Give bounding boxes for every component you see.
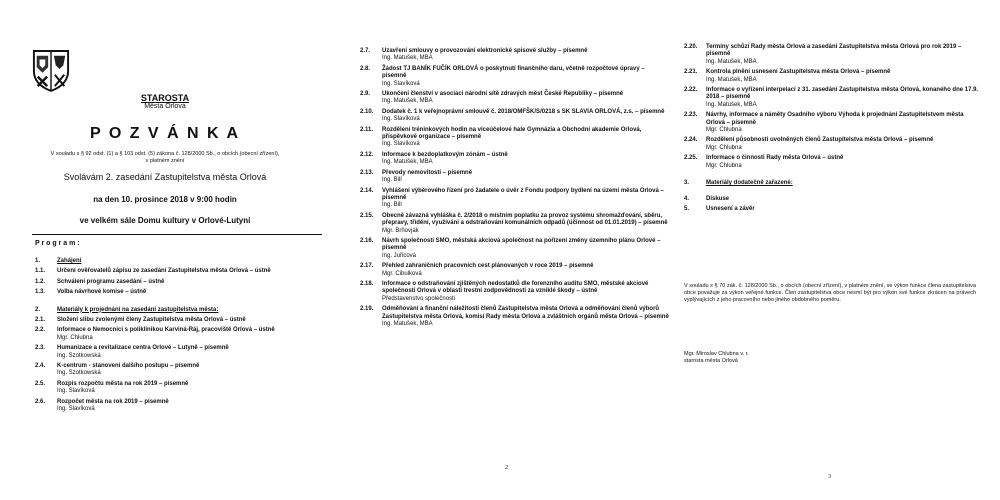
agenda-item-presenter: Představenstvo společnosti xyxy=(382,295,456,302)
agenda-item-title: Humanizace a revitalizace centra Orlové – Lutyně – písemně xyxy=(57,345,229,352)
agenda-item-title: Uzavření smlouvy o provozování elektronické spisové služby – písemně xyxy=(382,48,588,54)
agenda-item xyxy=(360,306,670,328)
agenda-item-number: 2.9. xyxy=(360,91,371,98)
agenda-item xyxy=(35,345,325,360)
agenda-item-number: 2.23. xyxy=(684,112,698,119)
agenda-item-presenter: Ing. Matušek, MBA xyxy=(706,58,757,65)
agenda-item xyxy=(684,137,984,152)
agenda-item-title: Informace o Nemocnici s poliklinikou Karviná-Ráj, pracoviště Orlová – ústně xyxy=(57,327,275,334)
invitation-heading: P O Z V Á N K A xyxy=(89,125,240,142)
agenda-item xyxy=(35,258,325,265)
signature-role: starosta města Orlová xyxy=(684,358,738,364)
agenda-item-title: Volba návrhové komise – ústně xyxy=(57,289,147,296)
agenda-item xyxy=(360,263,670,278)
agenda-item-title: Materiály k projednání na zasedání zastupitelstva města: xyxy=(57,306,219,313)
agenda-item-number: 2.4. xyxy=(35,363,46,370)
agenda-item-number: 2.16. xyxy=(360,237,374,244)
agenda-item-presenter: Ing. Matušek, MBA xyxy=(382,321,433,327)
agenda-item-number: 2.18. xyxy=(360,280,374,287)
agenda-item-presenter: Ing. Szotkowská xyxy=(57,370,101,377)
agenda-item xyxy=(35,399,325,414)
agenda-item-title: Usnesení a závěr xyxy=(706,205,755,212)
agenda-item-number: 2.11. xyxy=(360,126,374,133)
convene-text: Svolávám 2. zasedání Zastupitelstva města Orlová xyxy=(63,172,267,182)
agenda-item-title: Návrhy, informace a náměty Osadního výboru Výhoda k projednání Zastupitelstvem města Orlová – písemně xyxy=(706,112,964,126)
agenda-item-number: 1.1. xyxy=(35,268,46,275)
agenda-item-number: 2.21. xyxy=(684,69,698,76)
agenda-item-number: 2. xyxy=(35,306,41,313)
agenda-item xyxy=(35,363,325,378)
agenda-item-title: Vyhlášení výběrového řízení pro žadatele o úvěr z Fondu podpory bydlení na území města Orlová – písemně xyxy=(382,187,664,201)
agenda-item-presenter: Mgr. Chlubna xyxy=(706,144,742,151)
agenda-item xyxy=(360,48,670,63)
agenda-item-title: Složení slibu zvolenými členy Zastupitelstva města Orlová – ústně xyxy=(57,317,246,324)
agenda-item-number: 2.8. xyxy=(360,65,371,72)
agenda-item-title: Rozpočet města na rok 2019 – písemně xyxy=(57,398,169,405)
agenda-item-number: 2.25. xyxy=(684,155,698,162)
agenda-item-number: 1. xyxy=(35,258,41,264)
agenda-item-title: Obecně závazná vyhláška č. 2/2018 o místním poplatku za provoz systému shromažďování, sběru, přepravy, třídění, využívání a odstraňování komunálních odpadů (účinnost od 01.01.2019) – písemně xyxy=(382,212,668,227)
agenda-item xyxy=(35,289,325,296)
agenda-item xyxy=(35,327,325,342)
agenda-item xyxy=(684,87,984,109)
office-subtitle: Města Orlová xyxy=(144,103,186,110)
agenda-item-title: K-centrum - stanovení dalšího postupu – písemně xyxy=(57,363,200,370)
agenda-item-presenter: Ing. Szotkowská xyxy=(57,352,101,359)
page-3 xyxy=(678,0,1000,500)
agenda-list-page-3 xyxy=(684,44,984,213)
agenda-item-presenter: Ing. Slavíková xyxy=(382,141,420,148)
agenda-item-title: Přehled zahraničních pracovních cest plánovaných v roce 2019 – písemně xyxy=(382,263,594,270)
agenda-item xyxy=(360,127,670,149)
agenda-item-title: Kontrola plnění usnesení Zastupitelstva města Orlová – písemně xyxy=(706,69,891,76)
agenda-item-presenter: Mgr. Brňovják xyxy=(382,227,419,234)
agenda-item-presenter: Ing. Matušek, MBA xyxy=(382,55,433,62)
agenda-item-title: Rozpis rozpočtu města na rok 2019 – písemně xyxy=(57,380,189,387)
agenda-item-presenter: Mgr. Chlubna xyxy=(57,334,93,341)
agenda-item-number: 2.5. xyxy=(35,380,46,387)
agenda-item-number: 4. xyxy=(684,195,690,202)
agenda-item-number: 2.7. xyxy=(360,48,371,54)
city-crest-logo xyxy=(32,48,70,92)
page-number: 2 xyxy=(505,465,508,471)
agenda-item-number: 2.24. xyxy=(684,137,698,144)
legal-basis: V souladu s § 92 odst. (1) a § 103 odst. (5) zákona č. 128/2000 Sb., o obcích (obecní zřízení), xyxy=(50,151,280,157)
agenda-item-presenter: Ing. Slavíková xyxy=(57,388,95,395)
agenda-item xyxy=(35,307,325,314)
agenda-item xyxy=(360,109,670,124)
page-2 xyxy=(345,0,675,500)
agenda-item-presenter: Ing. Slavíková xyxy=(382,116,420,123)
agenda-item-number: 1.3. xyxy=(35,289,46,296)
agenda-item-presenter: Ing. Matušek, MBA xyxy=(706,76,757,83)
agenda-list-page-2 xyxy=(360,48,670,328)
agenda-item-presenter: Ing. Matušek, MBA xyxy=(382,159,433,166)
agenda-item xyxy=(35,268,325,275)
agenda-item-presenter: Ing. Bill xyxy=(382,177,402,184)
agenda-item-title: Návrh společnosti SMO, městská akciová společnost na pořízení změny územního plánu Orlové – písemně xyxy=(382,237,661,252)
program-label: P r o g r a m : xyxy=(35,240,80,247)
agenda-item-presenter: Mgr. Cibulková xyxy=(382,270,422,277)
agenda-item-presenter: Mgr. Chlubna xyxy=(706,162,742,169)
agenda-item-presenter: Ing. Matušek, MBA xyxy=(706,101,757,108)
agenda-item-title: Materiály dodatečně zařazené: xyxy=(706,180,793,187)
agenda-item-number: 2.15. xyxy=(360,212,374,219)
agenda-item-number: 5. xyxy=(684,205,690,212)
agenda-item-title: Odměňování a finanční náležitosti členů Zastupitelstva města Orlová a odměňování členů výborů Zastupitelstva města Orlová, komisí Rady města Orlová a zvláštních orgánů města Orlová – písemně xyxy=(382,306,669,320)
agenda-item-presenter: Ing. Bill xyxy=(382,202,402,209)
agenda-item-title: Rozdělení tréninkových hodin na víceúčelové hale Gymnázia a Obchodní akademie Orlová, příspěvkové organizace – písemně xyxy=(382,126,642,141)
agenda-item-number: 2.3. xyxy=(35,345,46,352)
agenda-item-title: Informace o odstraňování zjištěných nedostatků dle forenzního auditu SMO, městské akciové společnosti Orlová v oblasti trestní zodpovědnosti za vzniklé škody – ústně xyxy=(382,280,649,295)
agenda-item-title: Žádost TJ BANÍK FUČÍK ORLOVÁ o poskytnutí finančního daru, včetně rozpočtové úpravy – písemně xyxy=(382,65,645,80)
agenda-item xyxy=(35,279,325,286)
agenda-item-title: Převody nemovitostí – písemně xyxy=(382,169,473,176)
agenda-item-presenter: Ing. Slavíková xyxy=(382,80,420,87)
agenda-item-presenter: Mgr. Chlubna xyxy=(706,127,742,134)
agenda-item-number: 2.20. xyxy=(684,44,698,50)
agenda-item xyxy=(360,188,670,210)
agenda-item xyxy=(360,213,670,235)
agenda-item-presenter: Ing. Matušek, MBA xyxy=(382,98,433,105)
agenda-item xyxy=(684,180,984,187)
agenda-item xyxy=(360,152,670,167)
agenda-item xyxy=(360,66,670,88)
agenda-item-title: Termíny schůzí Rady města Orlová a zasedání Zastupitelstva města Orlová pro rok 2019 – písemně xyxy=(706,44,962,58)
agenda-item xyxy=(360,238,670,260)
agenda-item-number: 2.19. xyxy=(360,306,374,313)
footnote: V souladu s § 70 zák. č. 128/2000 Sb., o obcích (obecní zřízení), v platném znění, se výkon funkce člena zastupitelstva obce považuje za výkon veřejné funkce. Člen zastupitelstva obce nesmí být pro výkon své funkce zkrácen na právech vyplývajících z jeho pracovního nebo jiného obdobného poměru. xyxy=(684,283,976,303)
agenda-item-number: 2.2. xyxy=(35,327,46,334)
agenda-item-number: 2.10. xyxy=(360,108,374,115)
agenda-item-number: 2.22. xyxy=(684,87,698,94)
agenda-item-title: Dodatek č. 1 k veřejnoprávní smlouvě č. 2018/OMFŠK/S/0218 s SK SLAVIA ORLOVÁ, z.s. – písemně xyxy=(382,108,665,115)
agenda-item-title: Ukončení členství v asociaci národní sítě zdravých měst České Republiky – písemně xyxy=(382,91,624,98)
legal-basis-2: v platném znění xyxy=(145,158,185,164)
agenda-item-number: 1.2. xyxy=(35,278,46,285)
meeting-date: na den 10. prosince 2018 v 9:00 hodin xyxy=(93,195,237,204)
agenda-item-title: Určení ověřovatelů zápisu ze zasedání Zastupitelstva města Orlová – ústně xyxy=(57,268,271,275)
page-1 xyxy=(0,0,330,500)
agenda-item-number: 2.17. xyxy=(360,263,374,270)
agenda-item xyxy=(684,44,984,66)
agenda-item-title: Informace k bezdoplatkovým zónám – ústně xyxy=(382,151,508,158)
meeting-place: ve velkém sále Domu kultury v Orlové-Lutyni xyxy=(79,216,251,225)
agenda-item xyxy=(684,112,984,134)
agenda-item-number: 2.12. xyxy=(360,151,374,158)
agenda-item-title: Zahájení xyxy=(57,258,82,264)
agenda-item-title: Schválení programu zasedání – ústně xyxy=(57,278,165,285)
agenda-item xyxy=(360,91,670,106)
page-number: 3 xyxy=(828,474,831,480)
agenda-item-presenter: Ing. Slavíková xyxy=(57,406,95,413)
agenda-item-title: Rozdělení působnosti uvolněných členů Zastupitelstva města Orlová – písemně xyxy=(706,137,934,144)
agenda-item-title: Informace o vyřízení interpelací z 31. zasedání Zastupitelstva města Orlová, konaného dne 17.9. 2018 – písemně xyxy=(706,87,979,101)
agenda-item xyxy=(684,196,984,203)
office-title: STAROSTA xyxy=(140,93,190,103)
agenda-list-page-1 xyxy=(35,256,325,414)
agenda-item-number: 2.1. xyxy=(35,317,46,324)
agenda-item xyxy=(35,381,325,396)
agenda-item xyxy=(684,155,984,170)
agenda-item-number: 3. xyxy=(684,180,690,187)
agenda-item-number: 2.6. xyxy=(35,398,46,405)
agenda-item xyxy=(35,317,325,324)
agenda-item xyxy=(684,206,984,213)
agenda-item xyxy=(360,170,670,185)
agenda-item-number: 2.14. xyxy=(360,187,374,194)
agenda-item xyxy=(684,69,984,84)
agenda-item-presenter: Ing. Juřicová xyxy=(382,252,417,259)
agenda-item-title: Informace o činnosti Rady města Orlová – ústně xyxy=(706,155,844,162)
agenda-item xyxy=(360,281,670,303)
agenda-item-title: Diskuse xyxy=(706,195,730,202)
divider-line xyxy=(32,234,322,235)
signature-name: Mgr. Miroslav Chlubna v. r. xyxy=(684,351,749,357)
agenda-item-number: 2.13. xyxy=(360,169,374,176)
